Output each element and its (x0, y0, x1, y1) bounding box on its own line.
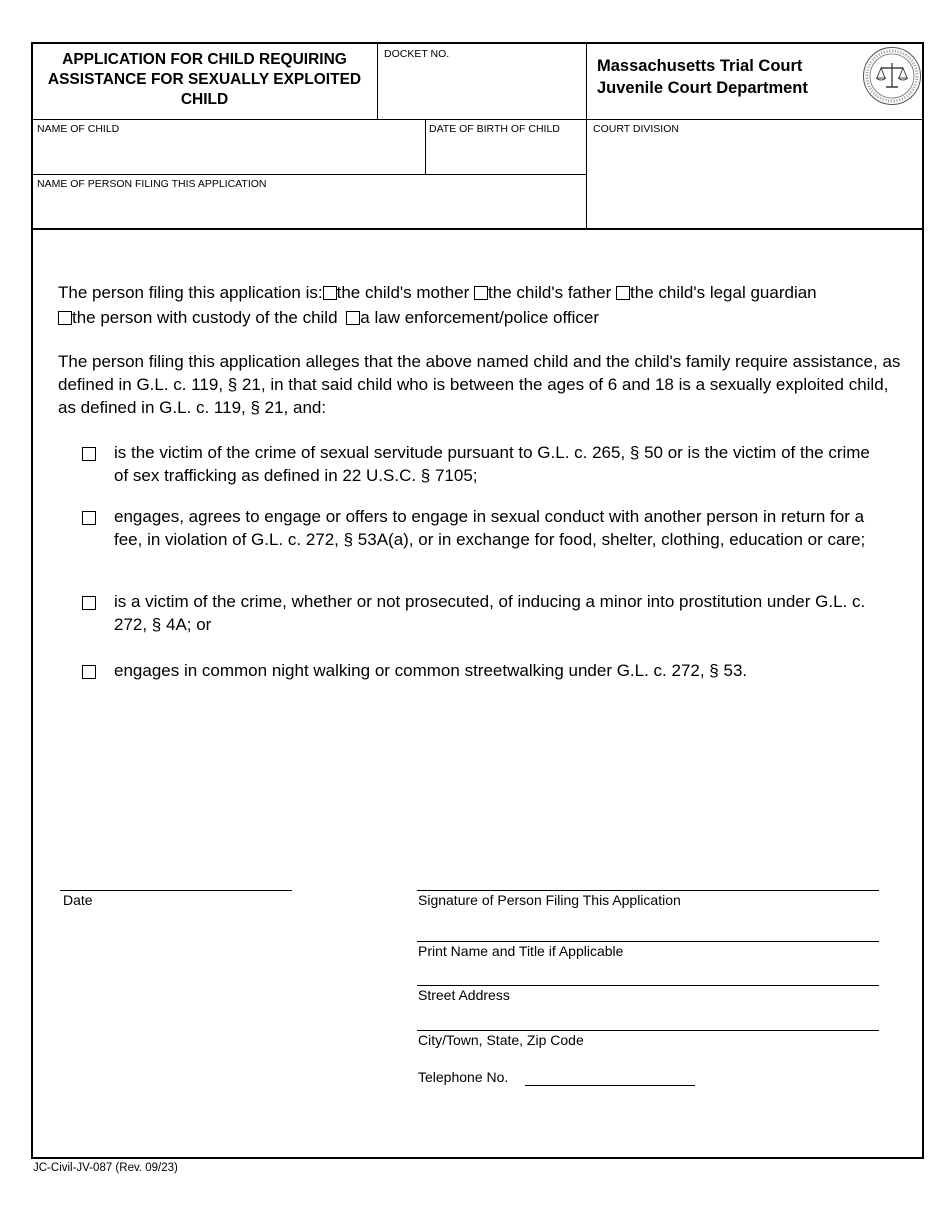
court-division-field[interactable] (588, 137, 922, 227)
criterion-text: engages in common night walking or common streetwalking under G.L. c. 272, § 53. (114, 661, 748, 680)
court-name-line2: Juvenile Court Department (597, 79, 808, 97)
divider (31, 119, 924, 120)
divider (377, 42, 378, 120)
checkbox-inducing-minor[interactable] (82, 596, 96, 610)
option-police-officer: a law enforcement/police officer (360, 308, 600, 327)
child-name-field[interactable] (33, 137, 423, 173)
criterion-text: engages, agrees to engage or offers to engage in sexual conduct with another person in return for a fee, in violation of G.L. c. 272, § 53A(a), or in exchange for food, shelter, clothing, education or care; (114, 507, 866, 549)
criterion-text: is the victim of the crime of sexual servitude pursuant to G.L. c. 265, § 50 or is the victim of the crime of sex trafficking as defined in 22 U.S.C. § 7105; (114, 443, 870, 485)
date-line[interactable] (60, 890, 292, 891)
criterion-item (82, 659, 882, 687)
court-seal-icon (862, 46, 922, 106)
docket-field[interactable] (380, 64, 584, 116)
city-line[interactable] (417, 1030, 879, 1031)
checkbox-father[interactable] (474, 286, 488, 300)
signature-label: Signature of Person Filing This Application (418, 892, 681, 908)
criterion-item (82, 441, 882, 491)
divider (31, 228, 924, 230)
child-name-label: NAME OF CHILD (37, 123, 120, 135)
date-label: Date (63, 892, 93, 908)
criterion-item (82, 590, 882, 640)
court-name (597, 55, 808, 99)
checkbox-custodian[interactable] (58, 311, 72, 325)
divider (31, 174, 586, 175)
checkbox-mother[interactable] (323, 286, 337, 300)
allegation-paragraph: The person filing this application alleges that the above named child and the child's family require assistance, as defined in G.L. c. 119, § 21, in that said child who is between the ages of 6 and 18 is a sexually exploited child, as defined in G.L. c. 119, § 21, and: (58, 352, 901, 417)
option-custodian: the person with custody of the child (72, 308, 338, 327)
dob-label: DATE OF BIRTH OF CHILD (429, 123, 560, 135)
filer-line-2 (58, 306, 918, 329)
street-address-line[interactable] (417, 985, 879, 986)
dob-field[interactable] (427, 137, 584, 173)
signature-line[interactable] (417, 890, 879, 891)
city-label: City/Town, State, Zip Code (418, 1032, 584, 1048)
street-address-label: Street Address (418, 987, 510, 1003)
court-name-line1: Massachusetts Trial Court (597, 57, 803, 75)
checkbox-legal-guardian[interactable] (616, 286, 630, 300)
criterion-item (82, 505, 882, 577)
telephone-line[interactable] (525, 1085, 695, 1086)
print-name-line[interactable] (417, 941, 879, 942)
criterion-text: is a victim of the crime, whether or not prosecuted, of inducing a minor into prostitution under G.L. c. 272, § 4A; or (114, 592, 866, 634)
option-mother: the child's mother (336, 283, 470, 302)
divider (586, 42, 587, 229)
checkbox-streetwalking[interactable] (82, 665, 96, 679)
filer-intro: The person filing this application is: (58, 283, 323, 302)
court-division-label: COURT DIVISION (593, 123, 679, 135)
divider (425, 119, 426, 174)
filer-name-field[interactable] (33, 192, 584, 227)
print-name-label: Print Name and Title if Applicable (418, 943, 624, 959)
option-father: the child's father (488, 283, 612, 302)
checkbox-sexual-servitude[interactable] (82, 447, 96, 461)
filer-name-label: NAME OF PERSON FILING THIS APPLICATION (37, 178, 267, 190)
checkbox-police-officer[interactable] (346, 311, 360, 325)
filer-relationship (58, 281, 918, 329)
checkbox-sexual-conduct-fee[interactable] (82, 511, 96, 525)
docket-label: DOCKET NO. (384, 48, 450, 60)
form-title: APPLICATION FOR CHILD REQUIRING ASSISTANCE FOR SEXUALLY EXPLOITED CHILD (47, 51, 362, 108)
option-legal-guardian: the child's legal guardian (630, 283, 817, 302)
telephone-label: Telephone No. (418, 1069, 509, 1085)
filer-line-1 (58, 281, 918, 304)
form-number: JC-Civil-JV-087 (Rev. 09/23) (33, 1162, 178, 1174)
